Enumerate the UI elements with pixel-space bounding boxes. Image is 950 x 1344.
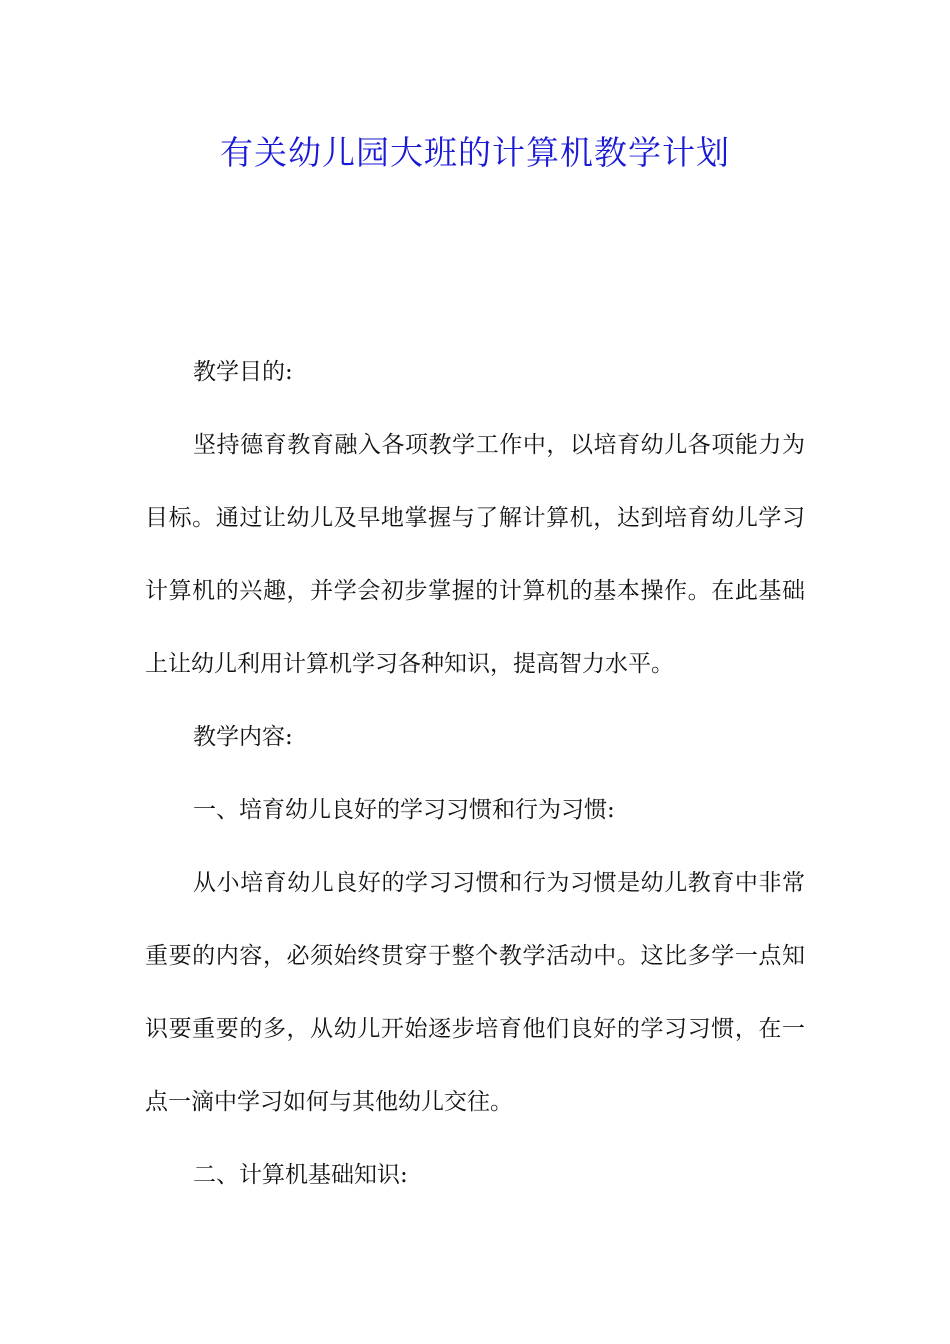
- paragraph-teaching-goal: 坚持德育教育融入各项教学工作中，以培育幼儿各项能力为目标。通过让幼儿及早地掌握与了解计算机，达到培育幼儿学习计算机的兴趣，并学会初步掌握的计算机的基本操作。在此基础上让幼儿利用计算机学习各种知识，提高智力水平。: [145, 432, 805, 677]
- paragraph-teaching-content-heading: 教学内容:: [193, 724, 293, 750]
- paragraph-section-one-heading: 一、培育幼儿良好的学习习惯和行为习惯:: [193, 797, 615, 823]
- document-title: 有关幼儿园大班的计算机教学计划: [220, 133, 730, 172]
- paragraph-teaching-goal-heading: 教学目的:: [193, 359, 293, 385]
- document-body: [145, 336, 805, 1212]
- paragraph-section-two-heading: 二、计算机基础知识:: [193, 1162, 408, 1188]
- paragraph-section-one: 从小培育幼儿良好的学习习惯和行为习惯是幼儿教育中非常重要的内容，必须始终贯穿于整个教学活动中。这比多学一点知识要重要的多，从幼儿开始逐步培育他们良好的学习习惯，在一点一滴中学习如何与其他幼儿交往。: [145, 870, 805, 1115]
